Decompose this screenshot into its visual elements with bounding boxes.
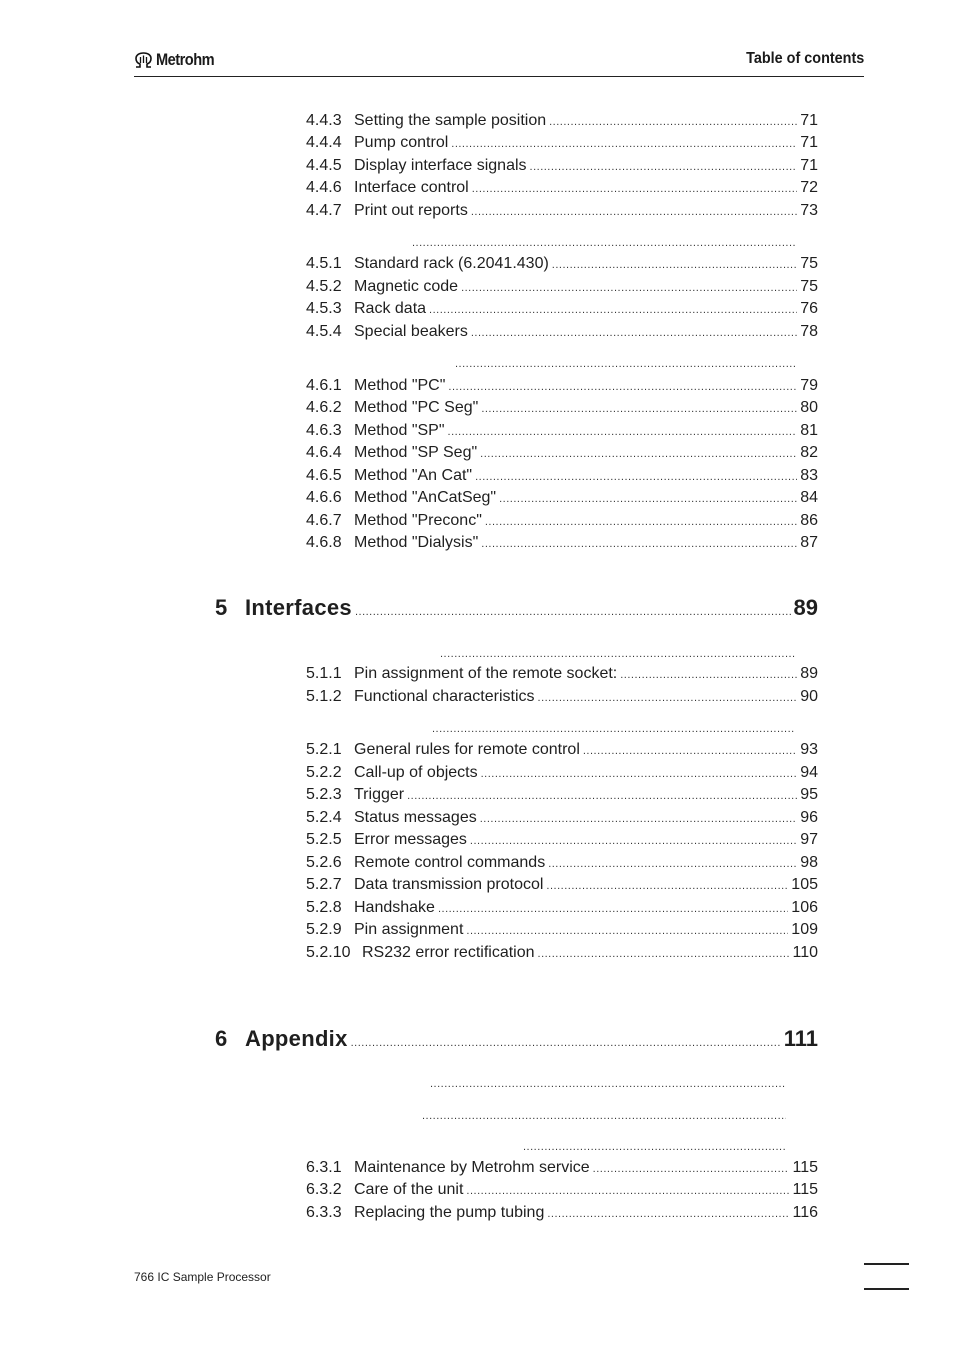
entry-title: Pin assignment — [354, 921, 464, 938]
dot-leader — [448, 422, 798, 442]
toc-entry[interactable] — [306, 740, 818, 761]
entry-page: 115 — [792, 1181, 818, 1198]
entry-page: 105 — [791, 876, 818, 893]
entry-title: Method "An Cat" — [354, 467, 473, 484]
entry-title: Print out reports — [354, 202, 468, 219]
entry-page: 87 — [800, 534, 818, 551]
toc-entry[interactable] — [306, 664, 818, 685]
dot-leader — [472, 179, 797, 199]
toc-entry[interactable] — [306, 853, 818, 874]
entry-title: Handshake — [354, 899, 435, 916]
entry-number: 4.4.6 — [306, 179, 342, 196]
entry-number: 4.6.6 — [306, 489, 342, 506]
entry-title: Method "Preconc" — [354, 512, 482, 529]
dot-leader — [466, 1181, 789, 1201]
dot-leader — [355, 598, 791, 626]
entry-title: Replacing the pump tubing — [354, 1204, 545, 1221]
entry-number: 5.1.2 — [306, 688, 342, 705]
toc-entry[interactable] — [306, 808, 818, 829]
entry-number: 4.4.3 — [306, 112, 342, 129]
section-heading[interactable] — [432, 719, 795, 739]
entry-number: 5.2.3 — [306, 786, 342, 803]
dot-leader — [499, 489, 797, 509]
entry-number: 4.6.1 — [306, 377, 342, 394]
dot-leader — [546, 876, 788, 896]
entry-number: 4.6.2 — [306, 399, 342, 416]
dot-leader — [547, 1204, 789, 1224]
dot-leader — [451, 134, 797, 154]
entry-title: Standard rack (6.2041.430) — [354, 255, 549, 272]
dot-leader — [538, 944, 790, 964]
entry-number: 5.2.1 — [306, 741, 342, 758]
entry-page: 72 — [800, 179, 818, 196]
toc-entry[interactable] — [306, 875, 818, 896]
entry-title: Call-up of objects — [354, 764, 478, 781]
entry-page: 80 — [800, 399, 818, 416]
toc-entry[interactable] — [306, 785, 818, 806]
entry-title: Setting the sample position — [354, 112, 547, 129]
entry-number: 4.5.1 — [306, 255, 342, 272]
entry-page: 76 — [800, 300, 818, 317]
dot-leader — [552, 255, 797, 275]
section-heading[interactable] — [412, 233, 795, 253]
header-title: Table of contents — [745, 50, 864, 67]
entry-title: Care of the unit — [354, 1181, 464, 1198]
brand-name: Metrohm — [156, 50, 215, 69]
entry-page: 95 — [800, 786, 818, 803]
toc-entry[interactable] — [306, 254, 818, 275]
entry-number: 4.4.4 — [306, 134, 342, 151]
entry-page: 97 — [800, 831, 818, 848]
toc-entry[interactable] — [306, 1203, 818, 1224]
dot-leader — [530, 157, 798, 177]
toc-entry[interactable] — [306, 178, 818, 199]
entry-number: 6.3.2 — [306, 1181, 342, 1198]
entry-title: Method "AnCatSeg" — [354, 489, 497, 506]
footer-product-name: 766 IC Sample Processor — [134, 1270, 271, 1284]
section-heading[interactable] — [440, 644, 795, 664]
entry-number: 5.2.9 — [306, 921, 342, 938]
entry-number: 4.6.8 — [306, 534, 342, 551]
dot-leader — [438, 899, 788, 919]
entry-page: 106 — [791, 899, 818, 916]
toc-entry[interactable] — [306, 920, 818, 941]
section-heading[interactable] — [523, 1137, 786, 1157]
entry-page: 73 — [800, 202, 818, 219]
chapter-page: 89 — [793, 595, 818, 620]
toc-entry[interactable] — [306, 1180, 818, 1201]
entry-page: 116 — [792, 1204, 818, 1221]
entry-page: 98 — [800, 854, 818, 871]
entry-title: General rules for remote control — [354, 741, 580, 758]
entry-title: Special beakers — [354, 323, 468, 340]
entry-number: 5.2.7 — [306, 876, 342, 893]
entry-number: 4.6.7 — [306, 512, 342, 529]
entry-number: 4.6.3 — [306, 422, 342, 439]
entry-title: Method "SP" — [354, 422, 445, 439]
entry-page: 83 — [800, 467, 818, 484]
entry-title: Method "PC" — [354, 377, 446, 394]
dot-leader — [481, 534, 797, 554]
entry-page: 75 — [800, 278, 818, 295]
entry-page: 90 — [800, 688, 818, 705]
dot-leader — [480, 444, 797, 464]
dot-leader — [485, 512, 797, 532]
entry-number: 4.6.4 — [306, 444, 342, 461]
dot-leader — [549, 112, 797, 132]
toc-entry[interactable] — [306, 133, 818, 154]
entry-number: 5.2.5 — [306, 831, 342, 848]
entry-number: 4.4.7 — [306, 202, 342, 219]
dot-leader — [470, 831, 797, 851]
chapter-number: 5 — [215, 595, 228, 620]
toc-entry[interactable] — [306, 943, 818, 964]
dot-leader — [351, 1029, 781, 1057]
dot-leader — [471, 202, 797, 222]
entry-page: 82 — [800, 444, 818, 461]
entry-number: 6.3.1 — [306, 1159, 342, 1176]
section-heading[interactable] — [455, 354, 795, 374]
dot-leader — [455, 354, 795, 374]
entry-page: 109 — [791, 921, 818, 938]
entry-number: 5.2.6 — [306, 854, 342, 871]
toc-entry[interactable] — [306, 511, 818, 532]
toc-entry[interactable] — [306, 898, 818, 919]
entry-number: 4.6.5 — [306, 467, 342, 484]
dot-leader — [475, 467, 797, 487]
entry-title: Pin assignment of the remote socket: — [354, 665, 618, 682]
dot-leader — [432, 719, 795, 739]
toc-entry[interactable] — [306, 398, 818, 419]
toc-entry[interactable] — [306, 299, 818, 320]
entry-page: 75 — [800, 255, 818, 272]
entry-title: Method "SP Seg" — [354, 444, 478, 461]
entry-page: 86 — [800, 512, 818, 529]
dot-leader — [538, 688, 798, 708]
entry-title: Magnetic code — [354, 278, 459, 295]
entry-title: Interface control — [354, 179, 469, 196]
dot-leader — [466, 921, 788, 941]
entry-page: 84 — [800, 489, 818, 506]
entry-page: 79 — [800, 377, 818, 394]
entry-page: 71 — [800, 157, 818, 174]
toc-entry[interactable] — [306, 533, 818, 554]
dot-leader — [429, 300, 797, 320]
entry-number: 4.4.5 — [306, 157, 342, 174]
brand-logo — [134, 50, 224, 70]
chapter-page: 111 — [783, 1026, 818, 1051]
chapter-entry[interactable] — [215, 1025, 818, 1057]
chapter-number: 6 — [215, 1026, 228, 1051]
entry-title: Error messages — [354, 831, 467, 848]
dot-leader — [448, 377, 797, 397]
entry-title: Method "PC Seg" — [354, 399, 479, 416]
entry-page: 93 — [800, 741, 818, 758]
dot-leader — [620, 665, 797, 685]
section-heading[interactable] — [422, 1106, 786, 1126]
chapter-title: Interfaces — [245, 595, 352, 620]
entry-title: Remote control commands — [354, 854, 546, 871]
toc-entry[interactable] — [306, 1158, 818, 1179]
dot-leader — [407, 786, 797, 806]
entry-number: 5.2.4 — [306, 809, 342, 826]
toc-entry[interactable] — [306, 421, 818, 442]
toc-entry[interactable] — [306, 466, 818, 487]
toc-entry[interactable] — [306, 687, 818, 708]
entry-page: 115 — [792, 1159, 818, 1176]
dot-leader — [430, 1074, 786, 1094]
entry-title: Functional characteristics — [354, 688, 535, 705]
entry-number: 4.5.4 — [306, 323, 342, 340]
dot-leader — [480, 809, 797, 829]
entry-title: Trigger — [354, 786, 405, 803]
entry-number: 5.1.1 — [306, 665, 342, 682]
entry-page: 81 — [800, 422, 818, 439]
dot-leader — [422, 1106, 786, 1126]
toc-entry[interactable] — [306, 277, 818, 298]
dot-leader — [481, 399, 797, 419]
dot-leader — [593, 1159, 790, 1179]
entry-page: 94 — [800, 764, 818, 781]
dot-leader — [412, 233, 795, 253]
footer-rule-top — [864, 1263, 909, 1265]
dot-leader — [440, 644, 795, 664]
entry-title: Display interface signals — [354, 157, 527, 174]
entry-page: 71 — [800, 112, 818, 129]
entry-page: 96 — [800, 809, 818, 826]
entry-title: Data transmission protocol — [354, 876, 544, 893]
entry-title: RS232 error rectification — [362, 944, 535, 961]
entry-page: 71 — [800, 134, 818, 151]
toc-entry[interactable] — [306, 488, 818, 509]
dot-leader — [523, 1137, 786, 1157]
dot-leader — [471, 323, 797, 343]
entry-title: Method "Dialysis" — [354, 534, 479, 551]
footer-rule-bottom — [864, 1288, 909, 1290]
entry-page: 110 — [792, 944, 818, 961]
entry-page: 89 — [800, 665, 818, 682]
entry-title: Maintenance by Metrohm service — [354, 1159, 590, 1176]
toc-entry[interactable] — [306, 376, 818, 397]
chapter-entry[interactable] — [215, 594, 818, 626]
toc-entry[interactable] — [306, 111, 818, 132]
entry-number: 4.5.3 — [306, 300, 342, 317]
entry-number: 5.2.2 — [306, 764, 342, 781]
entry-title: Rack data — [354, 300, 427, 317]
toc-entry[interactable] — [306, 156, 818, 177]
toc-entry[interactable] — [306, 201, 818, 222]
entry-number: 5.2.8 — [306, 899, 342, 916]
dot-leader — [461, 278, 797, 298]
dot-leader — [481, 764, 798, 784]
toc-entry[interactable] — [306, 830, 818, 851]
entry-page: 78 — [800, 323, 818, 340]
toc-entry[interactable] — [306, 443, 818, 464]
dot-leader — [548, 854, 797, 874]
entry-title: Pump control — [354, 134, 449, 151]
toc-entry[interactable] — [306, 322, 818, 343]
entry-number: 4.5.2 — [306, 278, 342, 295]
entry-title: Status messages — [354, 809, 477, 826]
toc-entry[interactable] — [306, 763, 818, 784]
section-heading[interactable] — [430, 1074, 786, 1094]
page-header — [134, 48, 864, 77]
entry-number: 5.2.10 — [306, 944, 351, 961]
chapter-title: Appendix — [245, 1026, 348, 1051]
dot-leader — [583, 741, 797, 761]
metrohm-omega-icon — [134, 52, 153, 68]
entry-number: 6.3.3 — [306, 1204, 342, 1221]
